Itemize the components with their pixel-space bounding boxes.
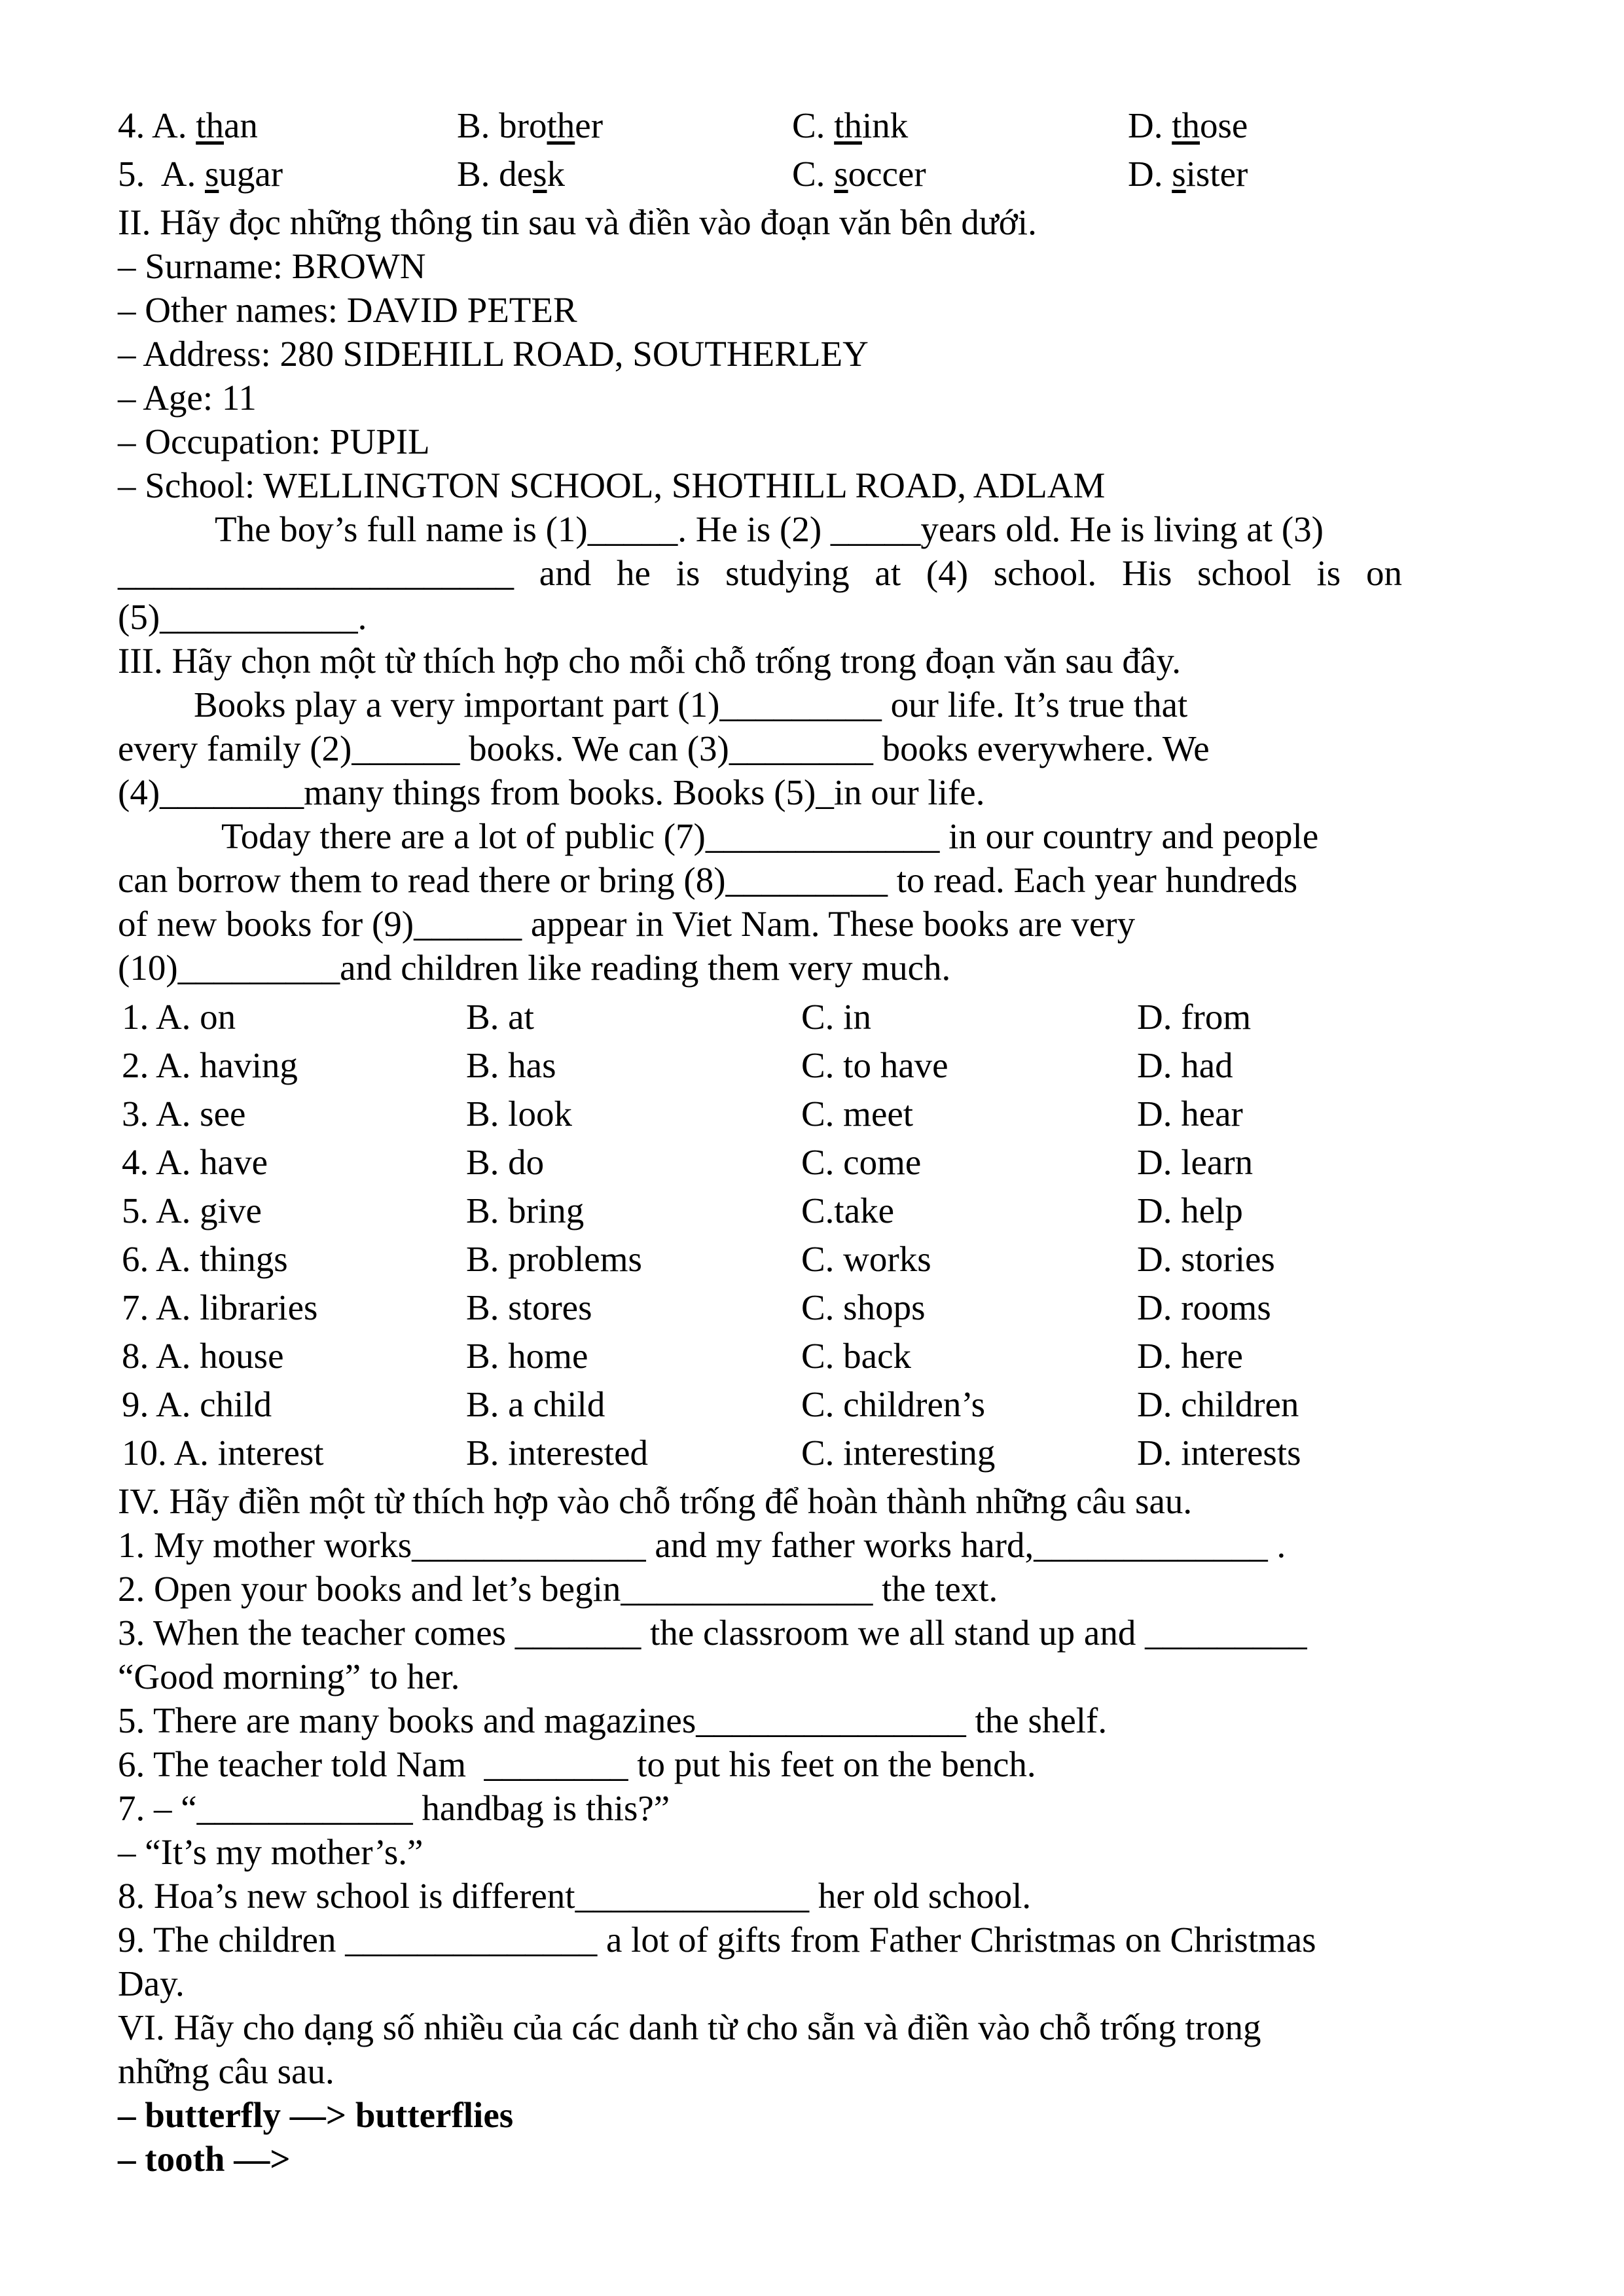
passage-line: can borrow them to read there or bring (8)_________ to read. Each year hundreds [118,860,1298,900]
option-a: 4. A. have [122,1142,268,1182]
option-c: C. come [801,1142,922,1182]
option-c: C. to have [801,1045,948,1085]
option-a: 10. A. interest [122,1433,324,1473]
section-6-heading-cont: những câu sau. [118,2051,334,2091]
sentence-line: 5. There are many books and magazines_______________ the shelf. [118,1700,1108,1740]
passage-line: (4)________many things from books. Books (5)_in our life. [118,772,985,812]
sentence-line: 1. My mother works_____________ and my father works hard,_____________ . [118,1525,1286,1565]
option-d: D. help [1137,1191,1243,1230]
option-d: D. interests [1137,1433,1301,1473]
option-d: D. children [1137,1384,1299,1424]
option-c: C. shops [801,1287,926,1327]
info-other-names: – Other names: DAVID PETER [118,290,577,330]
sentence-line: 7. – “____________ handbag is this?” [118,1788,670,1828]
option-b: B. brother [457,105,604,145]
sentence-line: 3. When the teacher comes _______ the classroom we all stand up and _________ [118,1613,1307,1653]
info-address: – Address: 280 SIDEHILL ROAD, SOUTHERLEY [118,334,869,374]
option-d: D. hear [1137,1094,1243,1134]
option-row [118,1140,1362,1189]
option-b: B. interested [466,1433,648,1473]
passage-line: every family (2)______ books. We can (3)________ books everywhere. We [118,728,1210,768]
option-d: D. learn [1137,1142,1254,1182]
option-b: B. look [466,1094,572,1134]
option-c: C.take [801,1191,895,1230]
option-c: C. works [801,1239,931,1279]
passage-line: (10)_________and children like reading them very much. [118,948,951,988]
option-row [118,1285,1362,1334]
option-row [118,1043,1362,1092]
passage-line: Books play a very important part (1)_________ our life. It’s true that [194,685,1188,725]
option-a: 9. A. child [122,1384,272,1424]
option-b: B. a child [466,1384,605,1424]
sentence-line: 8. Hoa’s new school is different_____________ her old school. [118,1876,1032,1916]
option-a: 1. A. on [122,997,236,1037]
info-age: – Age: 11 [118,378,257,418]
option-c: C. meet [801,1094,914,1134]
section-6-heading: VI. Hãy cho dạng số nhiều của các danh từ cho sẵn và điền vào chỗ trống trong [118,2007,1261,2047]
option-a: 8. A. house [122,1336,284,1376]
plural-example: – tooth —> [118,2139,291,2179]
sentence-line: 2. Open your books and let’s begin______________ the text. [118,1569,998,1609]
info-school: – School: WELLINGTON SCHOOL, SHOTHILL ROAD, ADLAM [118,465,1106,505]
option-a: 5. A. give [122,1191,262,1230]
option-c: C. soccer [792,154,926,194]
option-b: B. has [466,1045,556,1085]
paragraph-line: The boy’s full name is (1)_____. He is (2) _____years old. He is living at (3) [215,509,1324,549]
option-d: D. here [1137,1336,1243,1376]
option-b: B. at [466,997,534,1037]
option-row [118,995,1362,1043]
option-a: 2. A. having [122,1045,298,1085]
option-c: C. interesting [801,1433,996,1473]
option-row [118,1431,1362,1479]
option-a: 3. A. see [122,1094,246,1134]
option-c: C. in [801,997,871,1037]
sentence-line: “Good morning” to her. [118,1657,460,1696]
option-c: C. back [801,1336,912,1376]
option-b: B. stores [466,1287,592,1327]
option-a: 4. A. than [118,105,258,145]
option-c: C. think [792,105,909,145]
option-row [118,1382,1362,1431]
option-d: D. sister [1128,154,1248,194]
option-d: D. rooms [1137,1287,1271,1327]
option-a: 6. A. things [122,1239,288,1279]
option-b: B. bring [466,1191,585,1230]
sentence-line: – “It’s my mother’s.” [118,1832,424,1872]
sentence-line: Day. [118,1964,185,2003]
paragraph-line: ______________________ and he is studying at (4) school. His school is on [118,553,1402,593]
option-b: B. problems [466,1239,642,1279]
question-5-row [118,152,1362,200]
passage-line: of new books for (9)______ appear in Viet Nam. These books are very [118,904,1136,944]
option-row [118,1334,1362,1382]
passage-line: Today there are a lot of public (7)_____________ in our country and people [221,816,1319,856]
option-b: B. do [466,1142,545,1182]
info-surname: – Surname: BROWN [118,246,426,286]
sentence-line: 9. The children ______________ a lot of gifts from Father Christmas on Christmas [118,1920,1316,1960]
section-3-heading: III. Hãy chọn một từ thích hợp cho mỗi chỗ trống trong đoạn văn sau đây. [118,641,1182,681]
option-b: B. home [466,1336,588,1376]
info-occupation: – Occupation: PUPIL [118,422,430,461]
option-a: 5. A. sugar [118,154,283,194]
option-row [118,1189,1362,1237]
option-a: 7. A. libraries [122,1287,318,1327]
option-d: D. those [1128,105,1248,145]
section-4-heading: IV. Hãy điền một từ thích hợp vào chỗ trống để hoàn thành những câu sau. [118,1481,1193,1521]
question-4-row [118,103,1362,152]
option-row [118,1237,1362,1285]
option-d: D. had [1137,1045,1233,1085]
option-d: D. stories [1137,1239,1275,1279]
option-row [118,1092,1362,1140]
section-2-heading: II. Hãy đọc những thông tin sau và điền vào đoạn văn bên dưới. [118,202,1037,242]
option-c: C. children’s [801,1384,986,1424]
option-b: B. desk [457,154,566,194]
sentence-line: 6. The teacher told Nam ________ to put his feet on the bench. [118,1744,1036,1784]
paragraph-line: (5)___________. [118,597,367,637]
option-d: D. from [1137,997,1252,1037]
plural-example: – butterfly —> butterflies [118,2095,514,2135]
